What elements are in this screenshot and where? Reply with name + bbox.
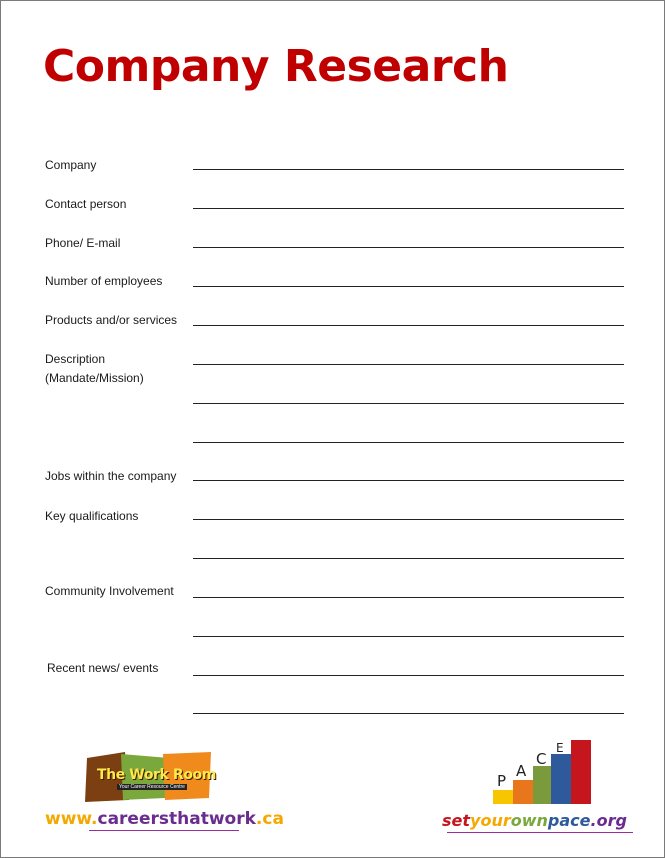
line-number-of-employees[interactable]: [193, 286, 624, 287]
line-contact-person[interactable]: [193, 208, 624, 209]
work-room-logo-title: The Work Room: [97, 767, 216, 783]
label-recent-news-events: Recent news/ events: [47, 661, 159, 675]
url-suffix: .ca: [255, 809, 284, 829]
label-company: Company: [45, 158, 97, 172]
set-your-own-pace-url[interactable]: [442, 811, 627, 830]
pace-logo: [489, 738, 593, 806]
label-description: Description: [45, 352, 106, 366]
label-phone-email: Phone/ E-mail: [45, 236, 121, 250]
url-underline-left: [89, 830, 239, 831]
line-description-3[interactable]: [193, 442, 624, 443]
url-part-your: your: [470, 811, 511, 830]
url-part-set: set: [442, 811, 471, 830]
url-part-pace: pace: [547, 811, 591, 830]
label-contact-person: Contact person: [45, 197, 127, 211]
label-community-involvement: Community Involvement: [45, 584, 174, 598]
line-recent-news-1[interactable]: [193, 675, 624, 676]
pace-letter-p: P: [497, 772, 507, 790]
pace-letter-e: E: [556, 741, 564, 755]
url-part-org: .org: [590, 811, 627, 830]
label-mandate-mission: (Mandate/Mission): [45, 371, 144, 385]
line-phone-email[interactable]: [193, 247, 624, 248]
url-part-own: own: [510, 811, 548, 830]
line-community-involvement-1[interactable]: [193, 597, 624, 598]
url-prefix: www.: [45, 809, 98, 829]
line-key-qualifications-1[interactable]: [193, 519, 624, 520]
label-number-of-employees: Number of employees: [45, 274, 163, 288]
line-jobs-within-company[interactable]: [193, 480, 624, 481]
work-room-logo-subtitle: Your Career Resource Centre: [119, 784, 185, 790]
label-products-services: Products and/or services: [45, 313, 178, 327]
line-description-2[interactable]: [193, 403, 624, 404]
label-key-qualifications: Key qualifications: [45, 509, 139, 523]
label-jobs-within-company: Jobs within the company: [45, 469, 177, 483]
page-title: Company Research: [43, 41, 509, 92]
line-community-involvement-2[interactable]: [193, 636, 624, 637]
line-products-services[interactable]: [193, 325, 624, 326]
url-underline-right: [447, 832, 633, 833]
line-key-qualifications-2[interactable]: [193, 558, 624, 559]
line-company[interactable]: [193, 169, 624, 170]
line-recent-news-2[interactable]: [193, 713, 624, 714]
url-main: careersthatwork: [97, 809, 256, 829]
careers-that-work-url[interactable]: [45, 809, 284, 829]
pace-letter-c: C: [536, 750, 547, 768]
line-description-1[interactable]: [193, 364, 624, 365]
pace-letter-a: A: [516, 762, 527, 780]
